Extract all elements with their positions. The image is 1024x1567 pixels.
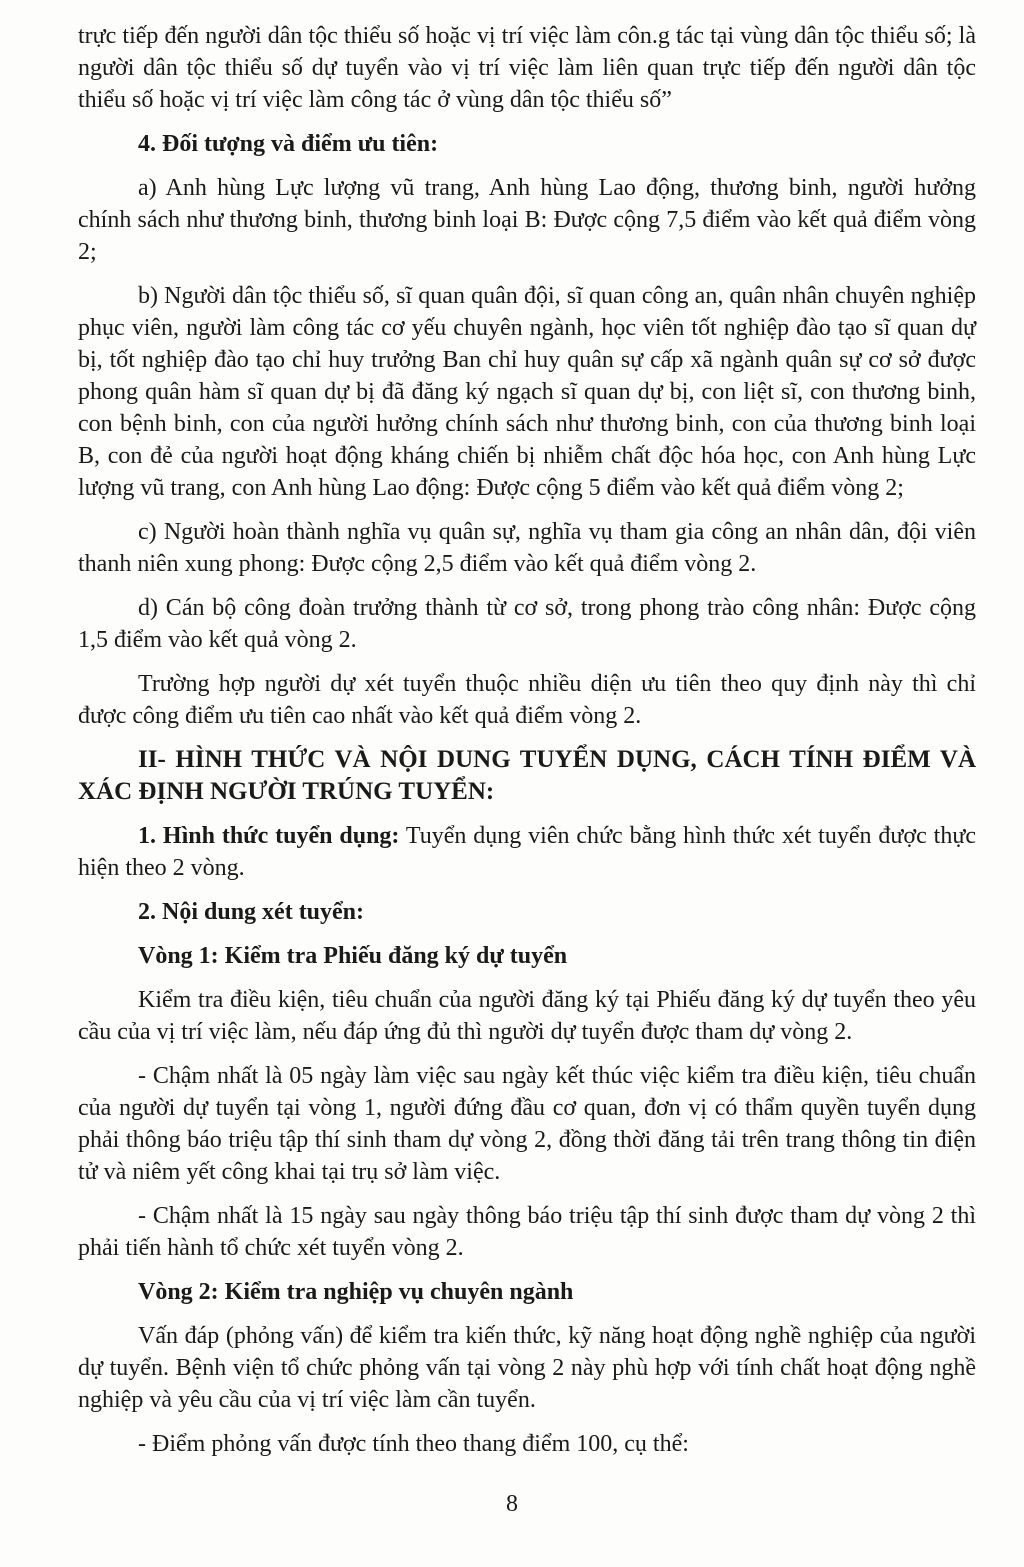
recruitment-form-text: Tuyển dụng viên chức bằng hình thức xét tuyển được thực hiện theo 2 vòng. bbox=[78, 823, 976, 881]
paragraph-round-1: Kiểm tra điều kiện, tiêu chuẩn của người đăng ký tại Phiếu đăng ký dự tuyển theo yêu cầu của vị trí việc làm, nếu đáp ứng đủ thì người dự tuyển được tham dự vòng 2. bbox=[78, 987, 976, 1045]
recruitment-form-label: 1. Hình thức tuyển dụng: bbox=[138, 823, 400, 849]
heading-round-1: Vòng 1: Kiểm tra Phiếu đăng ký dự tuyển bbox=[138, 943, 568, 969]
paragraph-priority-b: b) Người dân tộc thiểu số, sĩ quan quân đội, sĩ quan công an, quân nhân chuyên nghiệp phục viên, người làm công tác cơ yếu chuyên ngành, học viên tốt nghiệp đào tạo sĩ quan dự bị, tốt nghiệp đào tạo chỉ huy trưởng Ban chỉ huy quân sự cấp xã ngành quân sự cơ sở được phong quân hàm sĩ quan dự bị đã đăng ký ngạch sĩ quan dự bị, con liệt sĩ, con thương binh, con bệnh binh, con của người hưởng chính sách như thương binh, con của thương binh loại B, con đẻ của người hoạt động kháng chiến bị nhiễm chất độc hóa học, con Anh hùng Lực lượng vũ trang, con Anh hùng Lao động: Được cộng 5 điểm vào kết quả điểm vòng 2; bbox=[78, 283, 976, 501]
section-heading-II: II- HÌNH THỨC VÀ NỘI DUNG TUYỂN DỤNG, CÁCH TÍNH ĐIỂM VÀ XÁC ĐỊNH NGƯỜI TRÚNG TUYỂN: bbox=[78, 746, 976, 805]
heading-priority-subjects: 4. Đối tượng và điểm ưu tiên: bbox=[138, 131, 439, 157]
paragraph-priority-d: d) Cán bộ công đoàn trưởng thành từ cơ sở, trong phong trào công nhân: Được cộng 1,5 điểm vào kết quả vòng 2. bbox=[78, 595, 976, 653]
page-number: 8 bbox=[506, 1491, 518, 1517]
paragraph-multiple-priority: Trường hợp người dự xét tuyển thuộc nhiều diện ưu tiên theo quy định này thì chỉ được công điểm ưu tiên cao nhất vào kết quả điểm vòng 2. bbox=[78, 671, 976, 729]
paragraph-priority-a: a) Anh hùng Lực lượng vũ trang, Anh hùng Lao động, thương binh, người hưởng chính sách như thương binh, thương binh loại B: Được cộng 7,5 điểm vào kết quả điểm vòng 2; bbox=[78, 175, 976, 265]
paragraph-intro: trực tiếp đến người dân tộc thiểu số hoặc vị trí việc làm côn.g tác tại vùng dân tộc thiểu số; là người dân tộc thiểu số dự tuyển vào vị trí việc làm liên quan trực tiếp đến người dân tộc thiểu số hoặc vị trí việc làm công tác ở vùng dân tộc thiểu số” bbox=[78, 23, 976, 113]
heading-round-2: Vòng 2: Kiểm tra nghiệp vụ chuyên ngành bbox=[138, 1279, 574, 1305]
paragraph-priority-c: c) Người hoàn thành nghĩa vụ quân sự, nghĩa vụ tham gia công an nhân dân, đội viên thanh niên xung phong: Được cộng 2,5 điểm vào kết quả điểm vòng 2. bbox=[78, 519, 976, 577]
paragraph-round-2-scoring: - Điểm phỏng vấn được tính theo thang điểm 100, cụ thể: bbox=[138, 1431, 689, 1457]
paragraph-round-2: Vấn đáp (phỏng vấn) để kiểm tra kiến thức, kỹ năng hoạt động nghề nghiệp của người dự tuyển. Bệnh viện tổ chức phỏng vấn tại vòng 2 này phù hợp với tính chất hoạt động nghề nghiệp và yêu cầu của vị trí việc làm cần tuyển. bbox=[78, 1323, 976, 1413]
heading-selection-content: 2. Nội dung xét tuyển: bbox=[138, 899, 365, 925]
paragraph-round-1-deadline-a: - Chậm nhất là 05 ngày làm việc sau ngày kết thúc việc kiểm tra điều kiện, tiêu chuẩn của người dự tuyển tại vòng 1, người đứng đầu cơ quan, đơn vị có thẩm quyền tuyển dụng phải thông báo triệu tập thí sinh tham dự vòng 2, đồng thời đăng tải trên trang thông tin điện tử và niêm yết công khai tại trụ sở làm việc. bbox=[78, 1063, 976, 1185]
paragraph-round-1-deadline-b: - Chậm nhất là 15 ngày sau ngày thông báo triệu tập thí sinh được tham dự vòng 2 thì phải tiến hành tổ chức xét tuyển vòng 2. bbox=[78, 1203, 976, 1261]
paragraph-recruitment-form bbox=[78, 820, 976, 884]
